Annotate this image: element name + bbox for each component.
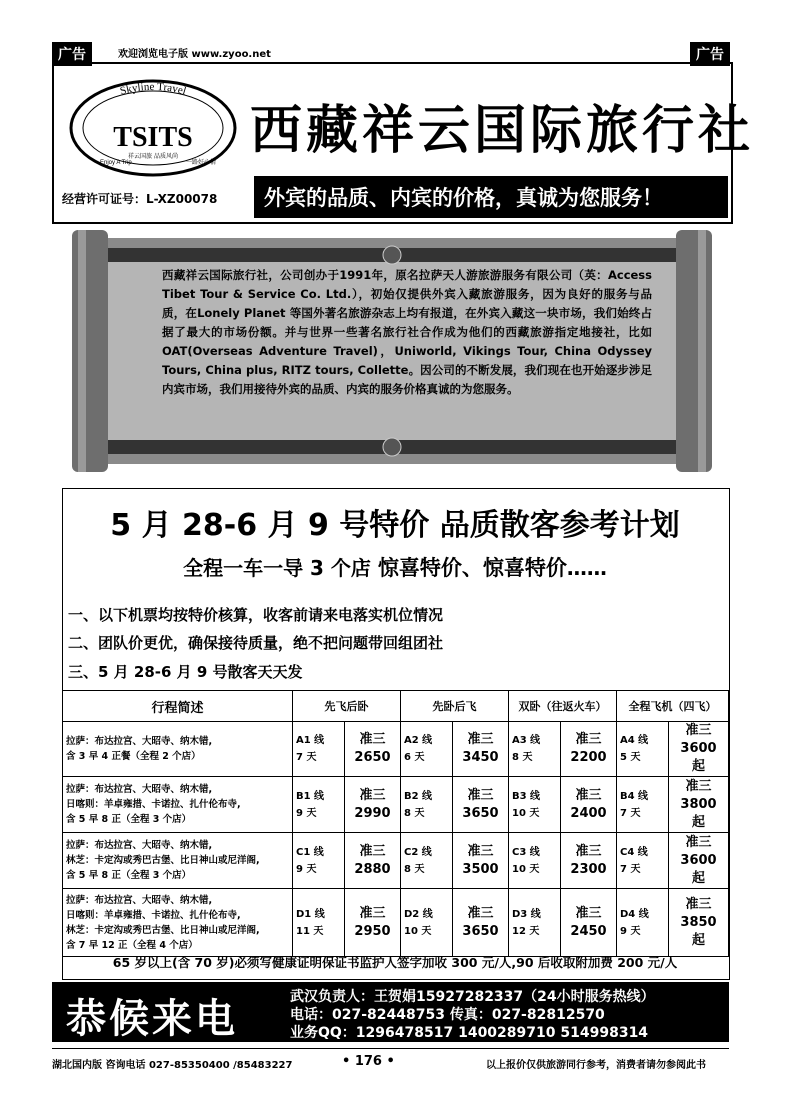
- price-cell: 准三 2950: [345, 889, 401, 957]
- intro-text: 西藏祥云国际旅行社，公司创办于1991年，原名拉萨天人游旅游服务有限公司（英：Access Tibet Tour & Service Co. Ltd.），初始仅提供外宾入藏旅游服务，因为良好的服务与品质，在Lonely Planet 等国外著名旅游杂志上均有报道，在外宾入藏这一块市场，我们始终占据了最大的市场份额。并与世界一些著名旅行社合作成为他们的西藏旅游指定地接社，比如OAT(Overseas Adventure Travel)，Uniworld, Vikings Tour, China Odyssey Tours, China plus, RITZ tours, Collette。因公司的不断发展，我们现在也开始逐步涉足内宾市场，我们用接待外宾的品质、内宾的服务价格真诚的为您服务。: [162, 268, 652, 396]
- svg-text:Skyline Travel: [119, 81, 188, 98]
- phone-fax[interactable]: 电话：027-82448753 传真：027-82812570: [290, 1007, 605, 1023]
- row-description: 拉萨：布达拉宫、大昭寺、纳木错, 含 3 早 4 正餐（全程 2 个店）: [63, 722, 293, 777]
- header-double-train: 双卧（往返火车）: [509, 691, 617, 722]
- agency-logo: [68, 78, 238, 178]
- route-cell: D3 线 12 天: [509, 889, 561, 957]
- route-cell: B1 线 9 天: [293, 777, 345, 833]
- note-3: 三、5 月 28-6 月 9 号散客天天发: [68, 663, 303, 681]
- route-cell: C1 线 9 天: [293, 833, 345, 889]
- route-cell: A3 线 8 天: [509, 722, 561, 777]
- price-cell: 准三 2880: [345, 833, 401, 889]
- row-description: 拉萨：布达拉宫、大昭寺、纳木错, 日喀则：羊卓雍措、卡诺拉、扎什伦布寺, 林芝：卡定沟或秀巴古堡、比日神山或尼洋阁, 含 7 早 12 正（全程 4 个店）: [63, 889, 293, 957]
- price-cell: 准三 2200: [561, 722, 617, 777]
- note-2: 二、团队价更优，确保接待质量，绝不把问题带回组团社: [68, 634, 444, 652]
- note-1: 一、以下机票均按特价核算，收客前请来电落实机位情况: [68, 606, 444, 624]
- slogan-text: 外宾的品质、内宾的价格，真诚为您服务！: [264, 186, 663, 210]
- route-cell: D2 线 10 天: [401, 889, 453, 957]
- header-fly-then-train: 先飞后卧: [293, 691, 401, 722]
- business-qq[interactable]: 业务QQ：1296478517 1400289710 514998314: [290, 1025, 649, 1041]
- route-cell: C4 线 7 天: [617, 833, 669, 889]
- header-itinerary: 行程简述: [63, 691, 293, 722]
- route-cell: A4 线 5 天: [617, 722, 669, 777]
- subtitle-ellipsis: ……: [566, 556, 607, 580]
- manager-contact[interactable]: 武汉负责人：王贺娟15927282337（24小时服务热线）: [290, 989, 655, 1005]
- table-row: [63, 722, 729, 777]
- welcome-text: 恭候来电: [66, 995, 238, 1042]
- logo-tagline-left: Enjoy A Trip: [100, 160, 132, 166]
- license-number: 经营许可证号：L-XZ00078: [62, 192, 218, 206]
- price-cell: 准三 2650: [345, 722, 401, 777]
- subtitle-highlight: 惊喜特价、惊喜特价: [377, 556, 567, 580]
- header-train-then-fly: 先卧后飞: [401, 691, 509, 722]
- row-description: 拉萨：布达拉宫、大昭寺、纳木错, 日喀则：羊卓雍措、卡诺拉、扎什伦布寺, 含 5 早 8 正（全程 3 个店）: [63, 777, 293, 833]
- price-cell: 准三 3650: [453, 777, 509, 833]
- route-cell: B3 线 10 天: [509, 777, 561, 833]
- route-cell: D1 线 11 天: [293, 889, 345, 957]
- route-cell: B2 线 8 天: [401, 777, 453, 833]
- price-cell: 准三 3850 起: [669, 889, 729, 957]
- footer-consult-phone: 湖北国内版 咨询电话 027-85350400 /85483227: [52, 1060, 293, 1071]
- route-cell: D4 线 9 天: [617, 889, 669, 957]
- header-all-flight: 全程飞机（四飞）: [617, 691, 729, 722]
- price-cell: 准三 2450: [561, 889, 617, 957]
- subtitle-part-a: 全程一车一导 3 个店: [183, 556, 378, 580]
- footer-rule: [52, 1048, 729, 1049]
- price-cell: 准三 2300: [561, 833, 617, 889]
- row-description: 拉萨：布达拉宫、大昭寺、纳木错, 林芝：卡定沟或秀巴古堡、比日神山或尼洋阁, 含 5 早 8 正（全程 3 个店）: [63, 833, 293, 889]
- price-cell: 准三 3800 起: [669, 777, 729, 833]
- table-row: [63, 833, 729, 889]
- website-url[interactable]: 欢迎浏览电子版 www.zyoo.net: [118, 49, 271, 60]
- page-number: • 176 •: [342, 1054, 395, 1069]
- logo-tagline-mid: 祥云国旅 品质风尚: [128, 153, 178, 160]
- plan-subtitle: [62, 552, 728, 582]
- price-cell: 准三 2400: [561, 777, 617, 833]
- logo-letters: TSITS: [113, 122, 193, 153]
- ad-label-right: 广告: [690, 42, 730, 66]
- ad-label-left: 广告: [52, 42, 92, 66]
- route-cell: C2 线 8 天: [401, 833, 453, 889]
- agency-name: 西藏祥云国际旅行社: [250, 100, 755, 161]
- schedule-table: [62, 690, 729, 957]
- price-cell: 准三 3650: [453, 889, 509, 957]
- route-cell: A1 线 7 天: [293, 722, 345, 777]
- price-cell: 准三 3600 起: [669, 722, 729, 777]
- table-row: [63, 889, 729, 957]
- price-cell: 准三 3600 起: [669, 833, 729, 889]
- table-row: [63, 777, 729, 833]
- plan-title: 5 月 28-6 月 9 号特价 品质散客参考计划: [110, 508, 680, 543]
- price-cell: 准三 2990: [345, 777, 401, 833]
- logo-tagline-right: 一路好心情: [186, 159, 217, 166]
- logo-arc-text: Skyline Travel: [118, 80, 188, 98]
- slogan-bar: [254, 176, 728, 218]
- footer-disclaimer: 以上报价仅供旅游同行参考，消费者请勿参阅此书: [486, 1060, 706, 1071]
- age-surcharge-note: 65 岁以上(含 70 岁)必须写健康证明保证书监护人签字加收 300 元/人,90 后收取附加费 200 元/人: [112, 955, 678, 970]
- table-header-row: [63, 691, 729, 722]
- price-cell: 准三 3450: [453, 722, 509, 777]
- route-cell: C3 线 10 天: [509, 833, 561, 889]
- route-cell: B4 线 7 天: [617, 777, 669, 833]
- route-cell: A2 线 6 天: [401, 722, 453, 777]
- price-cell: 准三 3500: [453, 833, 509, 889]
